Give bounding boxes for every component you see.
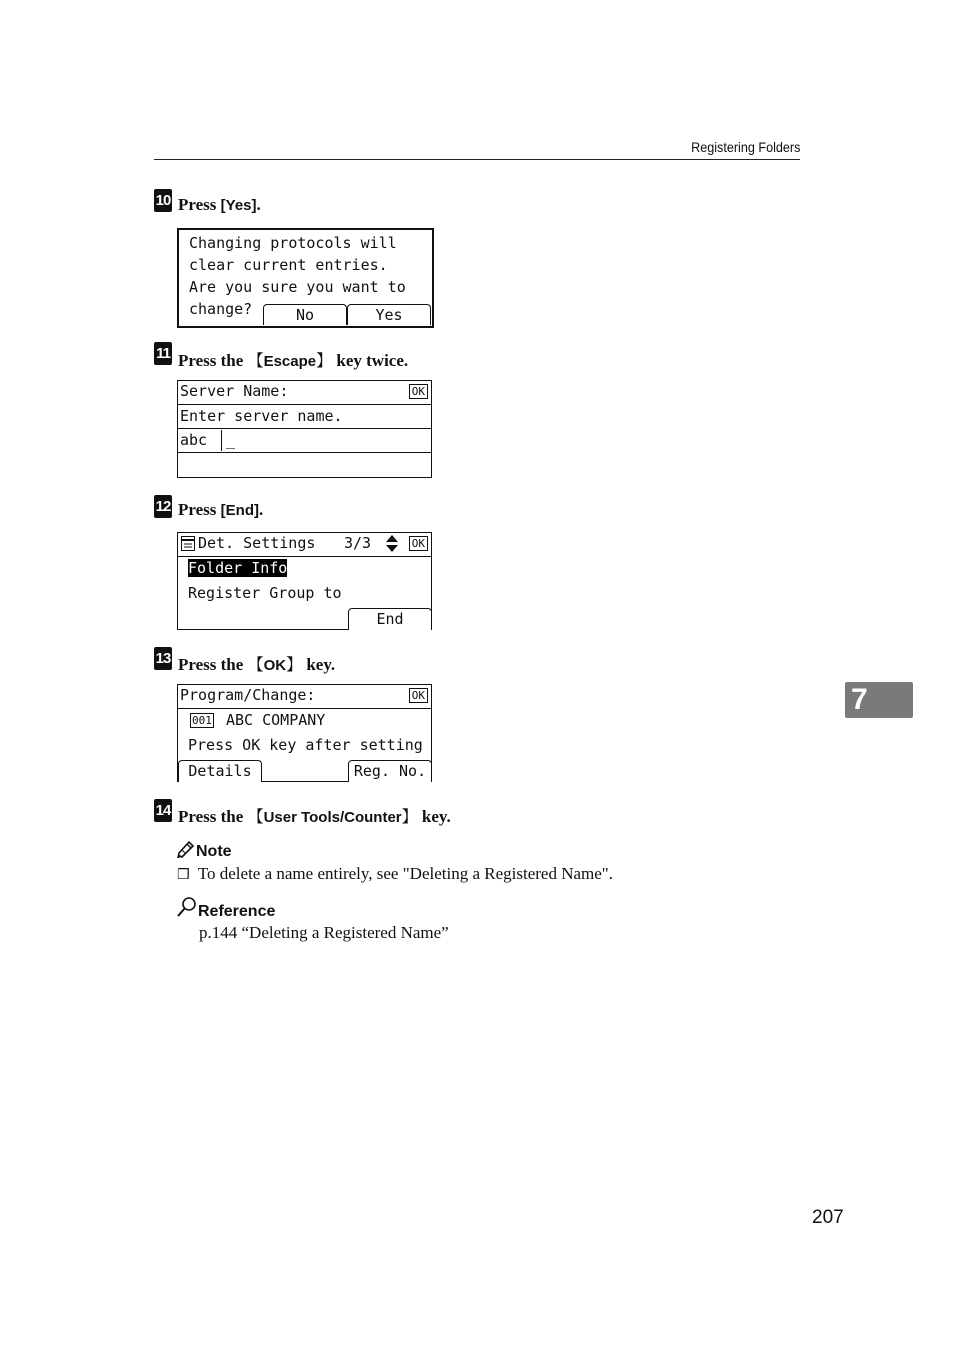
registration-number: 001 — [192, 714, 212, 727]
divider — [178, 452, 431, 453]
note-title: Note — [196, 843, 232, 860]
key-bracket-open: 【 — [247, 351, 264, 370]
reference-heading — [176, 896, 275, 921]
instruction-message: Press OK key after setting — [188, 736, 423, 754]
key-bracket-close: 】 — [286, 655, 303, 674]
ok-indicator: OK — [409, 688, 428, 703]
step-text-pre: Press the — [178, 351, 248, 370]
menu-item-folder-info[interactable] — [188, 559, 287, 577]
end-button[interactable]: End — [348, 608, 432, 630]
reference-link[interactable]: p.144 “Deleting a Registered Name” — [199, 923, 449, 942]
step-text-pre: Press the — [178, 655, 248, 674]
note-heading — [176, 840, 232, 861]
chapter-tab: 7 — [845, 682, 913, 718]
step-13-instruction — [178, 652, 335, 675]
step-text-pre: Press the — [178, 807, 248, 826]
step-number-14: 14 — [154, 799, 172, 822]
header-rule — [154, 159, 800, 160]
yes-button[interactable]: Yes — [347, 304, 431, 325]
step-10-instruction — [178, 195, 261, 215]
server-name-input[interactable]: _ — [226, 431, 236, 449]
registered-name: ABC COMPANY — [226, 711, 326, 729]
lcd-program-change-screen — [177, 684, 432, 782]
pencil-icon — [176, 840, 196, 858]
running-header: Registering Folders — [690, 139, 800, 155]
key-label: OK — [263, 657, 287, 674]
step-12-instruction — [178, 500, 263, 520]
menu-item-register-group[interactable]: Register Group to — [188, 584, 342, 602]
step-text-post: . — [256, 195, 261, 214]
step-number-13: 13 — [154, 647, 172, 670]
reference-title: Reference — [198, 903, 276, 920]
step-number-11: 11 — [154, 342, 172, 365]
no-button[interactable]: No — [263, 304, 347, 325]
page-indicator: 3/3 — [344, 534, 372, 552]
confirm-line-1: Changing protocols will — [189, 234, 397, 252]
lcd-det-settings-screen — [177, 532, 432, 630]
key-label: [End] — [220, 502, 259, 519]
confirm-line-4: change? — [189, 300, 253, 318]
screen-title: Det. Settings — [198, 534, 316, 552]
key-label: [Yes] — [220, 197, 257, 214]
key-label: Escape — [263, 353, 317, 370]
up-down-arrow-icon[interactable] — [386, 535, 398, 552]
divider — [178, 556, 431, 557]
step-14-instruction — [178, 804, 451, 827]
key-bracket-open: 【 — [247, 655, 264, 674]
lcd-confirm-screen — [177, 228, 434, 328]
note-item — [177, 864, 613, 884]
divider — [221, 430, 222, 451]
screen-title: Server Name: — [180, 382, 289, 400]
key-label: User Tools/Counter — [263, 809, 402, 826]
divider — [178, 708, 431, 709]
step-text-post: . — [258, 500, 264, 519]
screen-title: Program/Change: — [180, 686, 316, 704]
key-bracket-close: 】 — [316, 351, 333, 370]
step-text-pre: Press — [178, 195, 221, 214]
confirm-line-3: Are you sure you want to — [189, 278, 406, 296]
page-number: 207 — [812, 1207, 844, 1228]
checkbox-bullet-icon: ❒ — [177, 867, 190, 883]
step-number-12: 12 — [154, 495, 172, 518]
selected-item-label: Folder Info — [188, 559, 288, 577]
reg-no-button[interactable]: Reg. No. — [348, 760, 432, 782]
key-bracket-open: 【 — [247, 807, 264, 826]
step-text-post: key. — [302, 655, 336, 674]
confirm-line-2: clear current entries. — [189, 256, 388, 274]
step-number-10: 10 — [154, 189, 172, 212]
list-icon — [181, 536, 195, 551]
step-text-post: key. — [417, 807, 451, 826]
ok-indicator: OK — [409, 536, 428, 551]
lcd-server-name-screen — [177, 380, 432, 478]
step-text-post: key twice. — [332, 351, 409, 370]
ok-indicator: OK — [409, 384, 428, 399]
divider — [178, 404, 431, 405]
step-11-instruction — [178, 348, 408, 371]
key-bracket-close: 】 — [401, 807, 418, 826]
input-mode: abc — [180, 431, 208, 449]
step-text-pre: Press — [178, 500, 221, 519]
prompt-text: Enter server name. — [180, 407, 343, 425]
details-button[interactable]: Details — [178, 760, 262, 782]
divider — [178, 428, 431, 429]
note-text: To delete a name entirely, see "Deleting a Registered Name". — [197, 864, 613, 883]
magnifier-icon — [176, 896, 198, 918]
